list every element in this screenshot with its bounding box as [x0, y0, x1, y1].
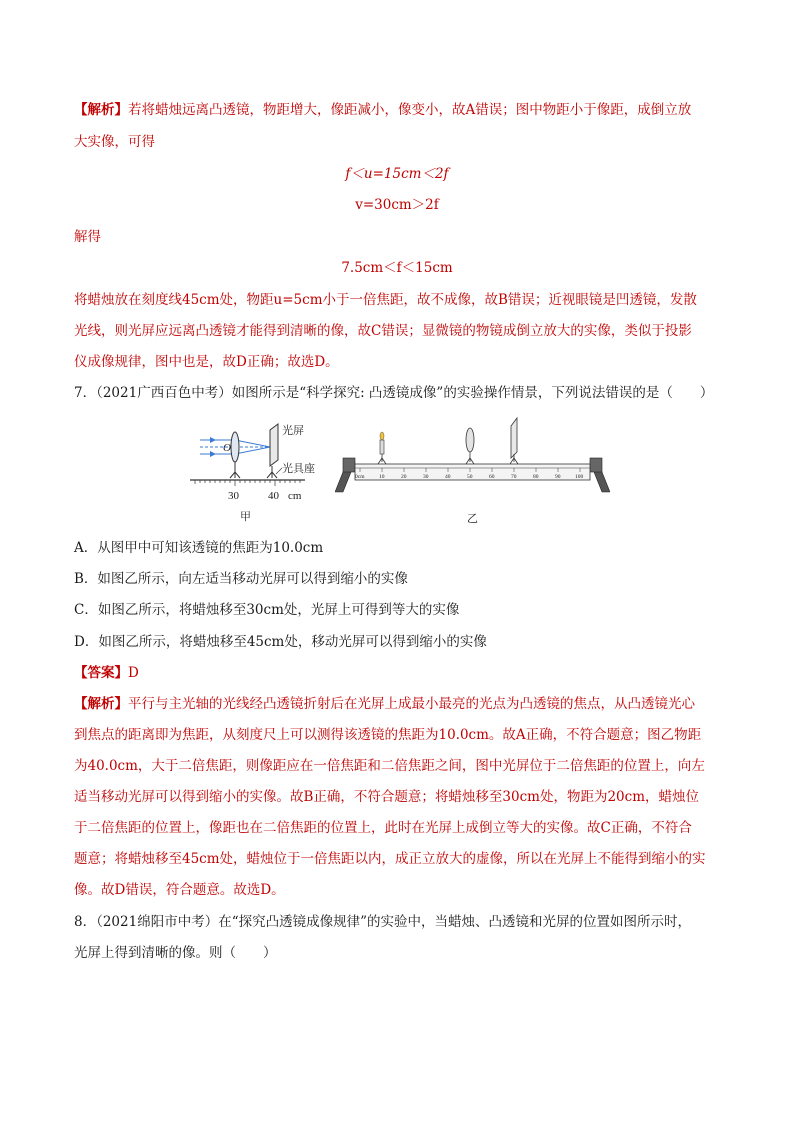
tick-30: 30 [228, 490, 239, 502]
analysis-line: 于二倍焦距的位置上，像距也在二倍焦距的位置上，此时在光屏上成倒立等大的实像。故C正确，不符合 [74, 820, 692, 836]
analysis-line: 为40.0cm，大于二倍焦距，则像距应在一倍焦距和二倍焦距之间，图中光屏位于二倍焦距的位置上，向左 [74, 758, 705, 774]
option-c: C．如图乙所示，将蜡烛移至30cm处，光屏上可得到等大的实像 [74, 602, 460, 618]
candle [378, 432, 386, 464]
lens-center-label: O [223, 442, 231, 454]
unit-cm: cm [288, 490, 302, 502]
tick-label: 60 [489, 474, 495, 480]
answer-tag: 【答案】 [74, 665, 128, 681]
question-7-stem: 7．（2021广西百色中考）如图所示是“科学探究: 凸透镜成像”的实验操作情景，下列说法错误的是（ ） [74, 385, 714, 401]
analysis-line: 将蜡烛放在刻度线45cm处，物距u=5cm小于一倍焦距，故不成像，故B错误；近视眼镜是凹透镜，发散 [74, 292, 697, 308]
figure-a-lens-focus [190, 416, 340, 526]
analysis-text: 平行与主光轴的光线经凸透镜折射后在光屏上成最小最亮的光点为凸透镜的焦点，从凸透镜光心 [128, 696, 695, 712]
analysis-line: 仪成像规律，图中也是，故D正确；故选D。 [74, 354, 339, 370]
analysis-line: 像。故D错误，符合题意。故选D。 [74, 882, 285, 898]
equation-3: 7.5cm＜f＜15cm [341, 260, 453, 276]
tick-label: 80 [533, 474, 539, 480]
analysis-line: 大实像，可得 [74, 134, 155, 150]
tick-label: 20 [401, 474, 407, 480]
tick-label: 30 [423, 474, 429, 480]
figure-a-caption: 甲 [240, 511, 251, 523]
tick-40: 40 [268, 490, 279, 502]
question-8-stem: 8．（2021绵阳市中考）在“探究凸透镜成像规律”的实验中，当蜡烛、凸透镜和光屏的位置如图所示时， [74, 914, 691, 930]
tick-label: 50 [467, 474, 473, 480]
analysis-tag: 【解析】 [74, 696, 128, 712]
option-a: A．从图甲中可知该透镜的焦距为10.0cm [74, 540, 324, 556]
solve-label: 解得 [74, 229, 101, 245]
screen-label: 光屏 [282, 425, 304, 437]
tick-label: 100 [575, 474, 584, 480]
analysis-line: 光线，则光屏应远离凸透镜才能得到清晰的像，故C错误；显微镜的物镜成倒立放大的实像，类似于投影 [74, 323, 692, 339]
convex-lens [466, 428, 474, 464]
analysis-line: 题意；将蜡烛移至45cm处，蜡烛位于一倍焦距以内，成正立放大的虚像，所以在光屏上不能得到缩小的实 [74, 851, 706, 867]
answer-value: D [128, 665, 139, 681]
tick-label: 10 [379, 474, 385, 480]
analysis-line: 适当移动光屏可以得到缩小的实像。故B正确，不符合题意；将蜡烛移至30cm处，物距为20cm，蜡烛位 [74, 789, 699, 805]
analysis-line: 到焦点的距离即为焦距，从刻度尺上可以测得该透镜的焦距为10.0cm。故A正确，不符合题意；图乙物距 [74, 727, 702, 743]
tick-label: 40 [445, 474, 451, 480]
analysis-tag: 【解析】 [74, 102, 128, 118]
analysis-paragraph-1 [74, 100, 691, 120]
equation-2: v=30cm＞2f [355, 197, 439, 213]
analysis-text: 若将蜡烛远离凸透镜，物距增大，像距减小，像变小，故A错误；图中物距小于像距，成倒立放 [128, 102, 692, 118]
question-8-stem-cont: 光屏上得到清晰的像。则（ ） [74, 945, 277, 961]
figure-b-optical-bench [335, 414, 610, 526]
tick-label: 0cm [355, 474, 365, 480]
analysis-paragraph-2 [74, 694, 695, 714]
tick-label: 90 [555, 474, 561, 480]
answer-line [74, 663, 139, 683]
stand-label: 光具座 [282, 463, 315, 475]
equation-1: f＜u=15cm＜2f [345, 166, 449, 182]
figure-b-caption: 乙 [467, 513, 478, 525]
option-d: D．如图乙所示，将蜡烛移至45cm处，移动光屏可以得到缩小的实像 [74, 634, 487, 650]
option-b: B．如图乙所示，向左适当移动光屏可以得到缩小的实像 [74, 571, 408, 587]
tick-label: 70 [511, 474, 517, 480]
light-screen [510, 418, 518, 464]
